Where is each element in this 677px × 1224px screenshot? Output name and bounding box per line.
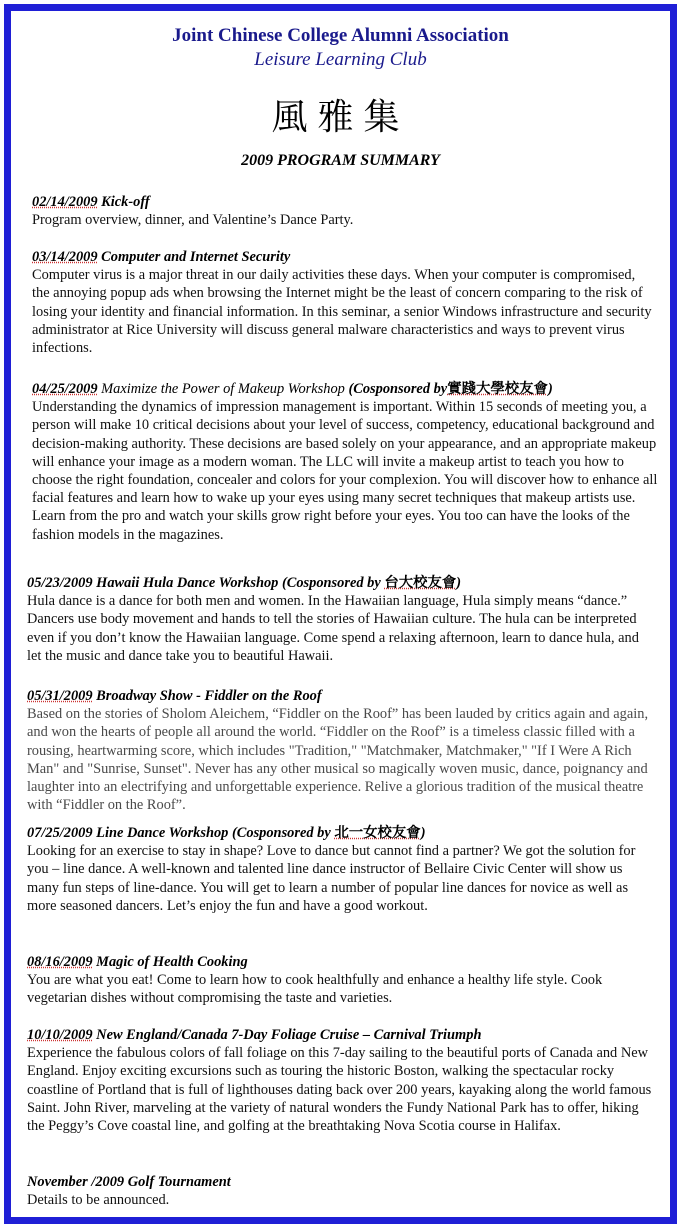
- event-name: Kick-off: [101, 194, 150, 210]
- event-title: [32, 248, 652, 266]
- event-date: 05/31/2009: [27, 688, 93, 704]
- event-title: 04/25/2009 Maximize the Power of Makeup Workshop (Cosponsored by實踐大學校友會): [32, 381, 553, 397]
- event-makeup-workshop: [32, 380, 660, 544]
- event-name: Maximize the Power of Makeup Workshop: [101, 381, 345, 397]
- event-description: Experience the fabulous colors of fall foliage on this 7-day sailing to the beautiful ports of Canada and New England. Enjoy exciting excursions such as touring the historic Boston, walking the spectacular rocky coastline of Portland that is full of lighthouses dating back over 200 years, kayaking along the world famous Saint. John River, marveling at the variety of natural wonders the Fundy National Park has to offer, hiking the Peggy’s Cove coastal line, and golfing at the breathtaking Nova Scotia course in Halifax.: [27, 1045, 652, 1135]
- cosponsor-label: (Cosponsored by: [281, 575, 381, 591]
- event-title: 07/25/2009 Line Dance Workshop (Cosponsored by 北一女校友會): [27, 825, 426, 841]
- cosponsor-label: (Cosponsored by: [231, 825, 331, 841]
- organization-name: Joint Chinese College Alumni Association: [172, 25, 509, 46]
- event-name: Line Dance Workshop: [96, 825, 229, 841]
- event-kickoff: [32, 193, 652, 229]
- cosponsor-chinese: 台大校友會: [384, 575, 457, 591]
- event-date: 10/10/2009: [27, 1027, 93, 1043]
- event-title: 05/23/2009 Hawaii Hula Dance Workshop (Cosponsored by 台大校友會): [27, 575, 462, 591]
- event-date: 08/16/2009: [27, 954, 93, 970]
- event-internet-security: [32, 248, 652, 357]
- event-title: [27, 953, 655, 971]
- event-description: You are what you eat! Come to learn how to cook healthfully and enhance a healthy life style. Cook vegetarian dishes without compromising the taste and varieties.: [27, 972, 603, 1007]
- page-border-frame: [4, 4, 677, 1224]
- program-summary-heading: 2009 PROGRAM SUMMARY: [241, 152, 440, 169]
- event-date: 02/14/2009: [32, 194, 98, 210]
- event-foliage-cruise: [27, 1026, 655, 1135]
- event-title: [27, 1026, 655, 1044]
- event-description: Based on the stories of Sholom Aleichem, “Fiddler on the Roof” has been lauded by critics again and again, and won the hearts of people all around the world. “Fiddler on the Roof” is a timeless classic filled with a rousing, heartwarming score, which includes "Tradition," "Matchmaker, Matchmaker," "If I Were A Rich Man" and "Sunrise, Sunset". Never has any other musical so magically woven music, dance, poignancy and laughter into an electrifying and unforgettable experience. Relive a glorious tradition of the musical theatre with “Fiddler on the Roof”.: [27, 706, 649, 814]
- event-description: Looking for an exercise to stay in shape? Love to dance but cannot find a partner? We got the solution for you – line dance. A well-known and talented line dance instructor of Bellaire Civic Center will show us many fun steps of line-dance. You will get to learn a number of popular line dances for novice as well as more seasoned dancers. Let’s enjoy the fun and have a good workout.: [27, 843, 636, 914]
- event-date: 05/23/2009: [27, 575, 93, 591]
- chinese-title: 風雅集: [271, 97, 410, 138]
- event-name: Magic of Health Cooking: [96, 954, 248, 970]
- event-fiddler-on-the-roof: [27, 687, 655, 814]
- event-name: New England/Canada 7-Day Foliage Cruise – Carnival Triumph: [96, 1027, 482, 1043]
- event-title: [27, 1173, 655, 1191]
- cosponsor-chinese: 北一女校友會: [334, 825, 421, 841]
- event-description: Understanding the dynamics of impression management is important. Within 15 seconds of meeting you, a person will make 10 critical decisions about your level of success, competency, educational background and decision-making authority. These decisions are based solely on your appearance, and an appropriate makeup will enhance your image as a modern woman. The LLC will invite a makeup artist to teach you how to choose the right foundation, concealer and colors for your complexion. You will discover how to enhance all facial features and learn how to wake up your eyes using many secret techniques that makeup artists use. Learn from the pro and watch your skills grow right before your eyes. You too can have the looks of the fashion models in the magazines.: [32, 399, 658, 543]
- event-name: Golf Tournament: [127, 1174, 231, 1190]
- event-title: [27, 687, 655, 705]
- event-date: 07/25/2009: [27, 825, 93, 841]
- cosponsor-chinese: 實踐大學校友會: [447, 381, 548, 397]
- event-name: Hawaii Hula Dance Workshop: [96, 575, 279, 591]
- event-description: Details to be announced.: [27, 1192, 170, 1209]
- event-description: Program overview, dinner, and Valentine’s Dance Party.: [32, 212, 354, 229]
- event-golf-tournament: [27, 1173, 655, 1209]
- cosponsor-label: (Cosponsored by: [348, 381, 448, 397]
- event-line-dance-workshop: [27, 824, 655, 915]
- event-title: [32, 193, 652, 211]
- event-date: November /2009: [27, 1174, 125, 1190]
- event-date: 04/25/2009: [32, 381, 98, 397]
- event-description: Hula dance is a dance for both men and women. In the Hawaiian language, Hula simply means “dance.” Dancers use body movement and hands to tell the stories of Hawaiian culture. The hula can be interpreted even if you don’t know the Hawaiian language. Come spend a relaxing afternoon, learn to dance hula, and let the music and dance take you to beautiful Hawaii.: [27, 593, 639, 664]
- event-name: Broadway Show - Fiddler on the Roof: [96, 688, 322, 704]
- event-hula-workshop: [27, 574, 655, 665]
- event-name: Computer and Internet Security: [101, 249, 291, 265]
- event-health-cooking: [27, 953, 655, 1008]
- event-date: 03/14/2009: [32, 249, 98, 265]
- event-description: Computer virus is a major threat in our daily activities these days. When your computer is compromised, the annoying popup ads when browsing the Internet might be the least of concern comparing to the risk of losing your identity and financial information. In this seminar, a senior Windows infrastructure and security administrator at Rice University will discuss general malware characteristics and ways to prevent virus infections.: [32, 267, 652, 357]
- club-name: Leisure Learning Club: [254, 49, 427, 70]
